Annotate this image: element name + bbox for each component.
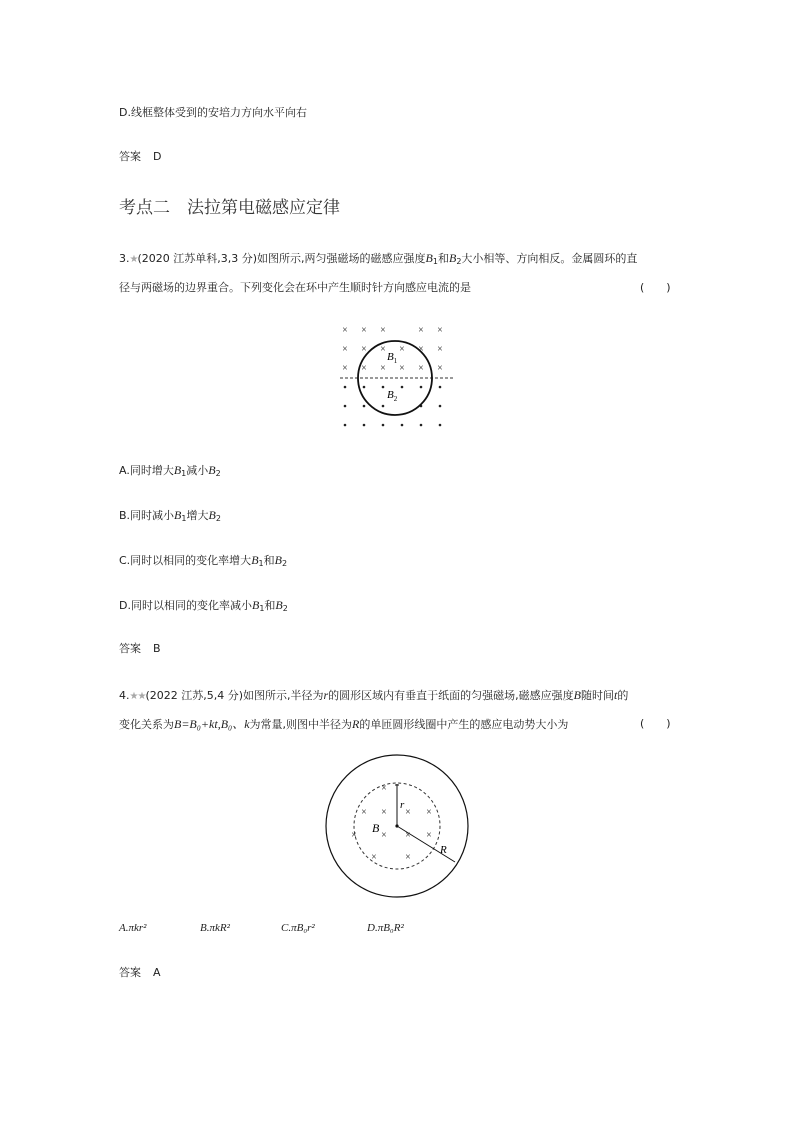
q4-text-e: 变化关系为 <box>119 718 174 731</box>
option-sub: 1 <box>181 514 187 523</box>
option-text: B.同时减小 <box>119 509 175 522</box>
q3-source: (2020 江苏单科,3,3 分) <box>137 252 258 265</box>
option-var: B <box>174 508 182 522</box>
option-var: B <box>275 598 283 612</box>
cross-mark: × <box>361 363 367 374</box>
q3-option-d <box>119 598 288 616</box>
q3-sub-1: 1 <box>432 257 438 266</box>
option-text: 增大 <box>186 509 209 522</box>
option-var: B <box>251 553 259 567</box>
cross-mark: × <box>380 325 386 336</box>
q4-text-g: 的单匝圆形线圈中产生的感应电动势大小为 <box>359 718 569 731</box>
answer-label: 答案 <box>119 642 141 655</box>
q4-var-r-big: R <box>352 717 360 731</box>
q3-answer-paren: ( ) <box>640 281 671 294</box>
q3-number: 3. <box>119 252 130 265</box>
label-r: r <box>400 799 405 811</box>
cross-mark: × <box>405 807 411 818</box>
dot-mark <box>439 405 442 408</box>
q3-text-b: 和 <box>437 252 449 265</box>
cross-marks <box>351 783 432 863</box>
q4-text-b: 的圆形区域内有垂直于纸面的匀强磁场,磁感应强度 <box>328 689 574 702</box>
dot-mark <box>420 386 423 389</box>
q3-option-b <box>119 508 221 526</box>
answer-label: 答案 <box>119 150 141 163</box>
cross-mark: × <box>380 344 386 355</box>
option-var: B <box>208 463 216 477</box>
cross-mark: × <box>437 325 443 336</box>
answer-label: 答案 <box>119 966 141 979</box>
cross-mark: × <box>418 363 424 374</box>
option-sub: 2 <box>215 514 221 523</box>
option-sub: 1 <box>258 559 264 568</box>
cross-mark: × <box>426 830 432 841</box>
option-sub: 1 <box>259 604 265 613</box>
label-b: B <box>372 821 380 835</box>
dot-mark <box>363 424 366 427</box>
q4-figure <box>322 753 472 903</box>
q4-number: 4. <box>119 689 130 702</box>
option-text: 和 <box>263 554 275 567</box>
dot-mark <box>363 386 366 389</box>
dot-mark <box>439 386 442 389</box>
label-b2: $B_2$ <box>387 389 398 403</box>
cross-mark: × <box>371 852 377 863</box>
cross-mark: × <box>399 344 405 355</box>
dot-mark <box>344 386 347 389</box>
cross-mark: × <box>361 807 367 818</box>
cross-mark: × <box>405 830 411 841</box>
dot-mark <box>401 424 404 427</box>
option-sub: 2 <box>282 604 288 613</box>
dot-mark <box>439 424 442 427</box>
q3-figure <box>330 318 460 433</box>
q3-var-b1: B <box>425 251 433 265</box>
option-text: C.同时以相同的变化率增大 <box>119 554 252 567</box>
option-text: D.同时以相同的变化率减小 <box>119 599 252 612</box>
q3-option-c <box>119 553 287 571</box>
q3-line1 <box>119 251 637 269</box>
q4-var-t: t <box>614 688 618 702</box>
q4-text-a: 如图所示,半径为 <box>243 689 324 702</box>
option-var: B <box>274 553 282 567</box>
q4-answer-paren: ( ) <box>640 717 671 730</box>
cross-mark: × <box>381 807 387 818</box>
cross-mark: × <box>405 852 411 863</box>
cross-mark: × <box>361 325 367 336</box>
cross-mark: × <box>426 807 432 818</box>
dot-mark <box>382 424 385 427</box>
q4-var-r: r <box>323 688 329 702</box>
cross-mark: × <box>437 363 443 374</box>
cross-mark: × <box>418 344 424 355</box>
cross-mark: × <box>342 363 348 374</box>
dot-mark <box>420 424 423 427</box>
q3-var-b2: B <box>448 251 457 265</box>
q4-answer <box>119 966 161 980</box>
q4-var-b: B <box>573 688 582 702</box>
q4-text-f: 为常量,则图中半径为 <box>249 718 353 731</box>
difficulty-star-icon: ★ <box>129 254 138 265</box>
q3-text-c: 大小相等、方向相反。金属圆环的直 <box>461 252 638 265</box>
q4-option-c: C.πB₀r² <box>281 922 315 934</box>
dot-mark <box>363 405 366 408</box>
dot-mark <box>382 405 385 408</box>
q4-text-d: 的 <box>617 689 629 702</box>
option-var: B <box>173 463 182 477</box>
option-text: A.同时增大 <box>119 464 174 477</box>
cross-mark: × <box>399 363 405 374</box>
option-var: B <box>208 508 216 522</box>
dot-mark <box>344 424 347 427</box>
dot-mark <box>401 386 404 389</box>
dot-mark <box>344 405 347 408</box>
q4-line1 <box>119 688 628 704</box>
cross-mark: × <box>437 344 443 355</box>
dot-mark <box>382 386 385 389</box>
section-heading: 考点二 法拉第电磁感应定律 <box>119 198 340 218</box>
q4-option-d: D.πB₀R² <box>367 922 404 934</box>
answer-value: B <box>153 642 161 655</box>
q4-source: (2022 江苏,5,4 分) <box>145 689 243 702</box>
option-sub: 2 <box>215 469 221 478</box>
cross-mark: × <box>381 783 387 794</box>
cross-mark: × <box>361 344 367 355</box>
answer-prev <box>119 150 161 164</box>
answer-value: A <box>153 966 161 979</box>
cross-mark: × <box>351 830 357 841</box>
q3-line2: 径与两磁场的边界重合。下列变化会在环中产生顺时针方向感应电流的是 <box>119 281 471 294</box>
prev-option-d: D.线框整体受到的安培力方向水平向右 <box>119 106 307 119</box>
center-point <box>395 824 398 827</box>
option-sub: 1 <box>181 469 187 478</box>
option-text: 和 <box>264 599 276 612</box>
label-big-r: R <box>440 844 447 856</box>
cross-mark: × <box>380 363 386 374</box>
q3-answer <box>119 642 161 656</box>
q3-sub-2: 2 <box>456 257 462 266</box>
option-sub: 2 <box>281 559 288 568</box>
difficulty-star-icon: ★★ <box>129 691 146 702</box>
answer-value: D <box>153 150 162 163</box>
q4-formula: B=B₀+kt,B₀、k <box>174 717 250 731</box>
cross-mark: × <box>418 325 424 336</box>
q3-option-a <box>119 463 221 481</box>
cross-mark: × <box>381 830 387 841</box>
option-var: B <box>251 598 260 612</box>
cross-mark: × <box>342 344 348 355</box>
cross-mark: × <box>342 325 348 336</box>
q4-option-a: A.πkr² <box>119 922 147 934</box>
q4-text-c: 随时间 <box>581 689 615 702</box>
q4-line2 <box>119 717 568 732</box>
option-text: 减小 <box>186 464 209 477</box>
q4-option-b: B.πkR² <box>200 922 230 934</box>
q3-text-a: 如图所示,两匀强磁场的磁感应强度 <box>257 252 426 265</box>
label-b1: $B_1$ <box>387 351 398 365</box>
cross-marks <box>342 325 443 374</box>
